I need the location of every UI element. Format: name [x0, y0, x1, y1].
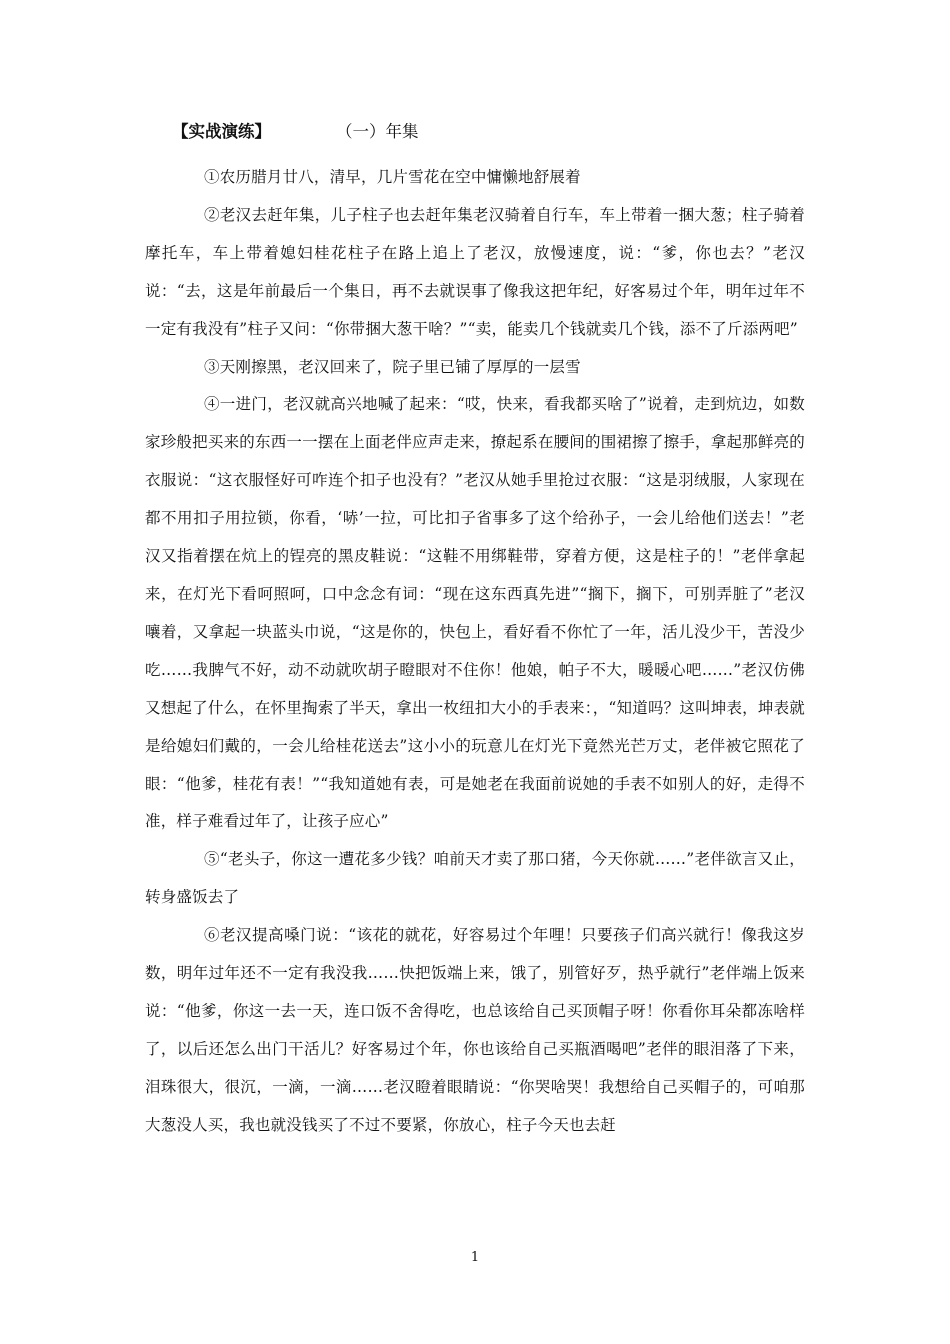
paragraph-2: ②老汉去赶年集，儿子柱子也去赶年集老汉骑着自行车，车上带着一捆大葱；柱子骑着摩托车，车上带着媳妇桂花柱子在路上追上了老汉，放慢速度，说：“爹，你也去？”老汉说：“去，这是年前最后一个集日，再不去就误事了像我这把年纪，好客易过个年，明年过年不一定有我没有”柱子又问：“你带捆大葱干啥？”“卖，能卖几个钱就卖几个钱，添不了斤添两吧”: [145, 205, 805, 338]
section-heading: [172, 120, 419, 144]
paragraph-1: ①农历腊月廿八，清早，几片雪花在空中慵懒地舒展着: [204, 168, 581, 186]
paragraph-4: ④一进门，老汉就高兴地喊了起来：“哎，快来，看我都买啥了”说着，走到炕边，如数家珍般把买来的东西一一摆在上面老伴应声走来，撩起系在腰间的围裙擦了擦手，拿起那鲜亮的衣服说：“这衣服怪好可咋连个扣子也没有？”老汉从她手里抢过衣服：“这是羽绒服，人家现在都不用扣子用拉锁，你看，‘哧’一拉，可比扣子省事多了这个给孙子，一会儿给他们送去！”老汉又指着摆在炕上的锃亮的黑皮鞋说：“这鞋不用绑鞋带，穿着方便，这是柱子的！”老伴拿起来，在灯光下看呵照呵，口中念念有词：“现在这东西真先进”“搁下，搁下，可别弄脏了”老汉嚷着，又拿起一块蓝头巾说，“这是你的，快包上，看好看不你忙了一年，活儿没少干，苦没少吃……我脾气不好，动不动就吹胡子瞪眼对不住你！他娘，帕子不大，暖暖心吧……”老汉仿佛又想起了什么，在怀里掏索了半天，拿出一枚纽扣大小的手表来：，“知道吗？这叫坤表，坤表就是给媳妇们戴的，一会儿给桂花送去”这小小的玩意儿在灯光下竟然光芒万丈，老伴被它照花了眼：“他爹，桂花有表！”“我知道她有表，可是她老在我面前说她的手表不如别人的好，走得不准，样子难看过年了，让孩子应心”: [145, 395, 805, 831]
article-title: （一）年集: [336, 122, 419, 141]
exercise-tag: 【实战演练】: [172, 122, 271, 141]
paragraph-3: ③天刚擦黑，老汉回来了，院子里已铺了厚厚的一层雪: [204, 357, 581, 376]
page-number: 1: [470, 1250, 480, 1265]
paragraph-6: ⑥老汉提高嗓门说：“该花的就花，好容易过个年哩！只要孩子们高兴就行！像我这岁数，明年过年还不一定有我没我……快把饭端上来，饿了，别管好歹，热乎就行”老伴端上饭来说：“他爹，你这一去一天，连口饭不舍得吃，也总该给自己买顶帽子呀！你看你耳朵都冻啥样了，以后还怎么出门干活儿？好客易过个年，你也该给自己买瓶酒喝吧”老伴的眼泪落了下来，泪珠很大，很沉，一滴，一滴……老汉瞪着眼睛说：“你哭啥哭！我想给自己买帽子的，可咱那大葱没人买，我也就没钱买了不过不要紧，你放心，柱子今天也去赶: [145, 926, 805, 1134]
article-body: [145, 159, 805, 1145]
paragraph-5: ⑤“老头子，你这一遭花多少钱？咱前天才卖了那口猪，今天你就……”老伴欲言又止，转身盛饭去了: [145, 850, 805, 907]
